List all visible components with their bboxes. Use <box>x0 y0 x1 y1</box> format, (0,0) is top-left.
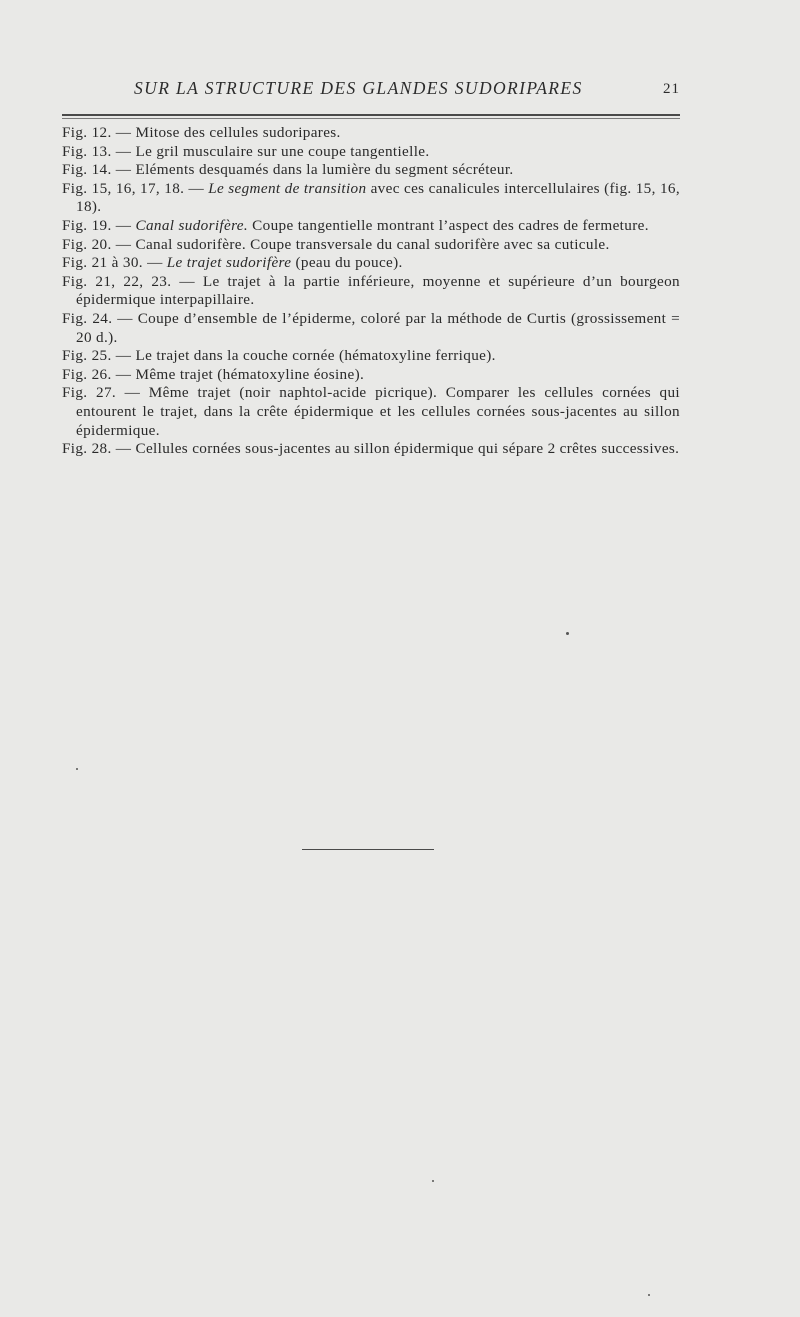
caption-text: Cellules cornées sous-jacentes au sillon épidermique qui sépare 2 crêtes successives. <box>135 440 680 458</box>
caption-text: Mitose des cellules sudoripares. <box>135 124 341 141</box>
figure-label: Fig. 21 à 30. <box>62 254 143 272</box>
figure-label: Fig. 13. <box>62 142 112 160</box>
figure-label: Fig. 19. <box>62 216 112 234</box>
figure-caption: Fig. 28. — Cellules cornées sous-jacentes au sillon épidermique qui sépare 2 crêtes successives. <box>62 440 680 458</box>
figure-caption: Fig. 27. — Même trajet (noir naphtol-acide picrique). Comparer les cellules cornées qui entourent le trajet, dans la crête épidermique et les cellules cornées sous-jacentes au sillon épidermique. <box>62 384 680 439</box>
caption-text: Canal sudorifère. Coupe transversale du canal sudorifère avec sa cuticule. <box>135 235 610 253</box>
caption-text: Coupe d’ensemble de l’épiderme, coloré par la méthode de Curtis (grossissement = 20 d.). <box>76 309 680 346</box>
figure-caption: Fig. 24. — Coupe d’ensemble de l’épiderme, coloré par la méthode de Curtis (grossissement = 20 d.). <box>62 309 680 346</box>
figure-label: Fig. 25. <box>62 347 112 365</box>
caption-text: Même trajet (hématoxyline éosine). <box>135 365 365 383</box>
figure-caption: Fig. 21 à 30. — Le trajet sudorifère (peau du pouce). <box>62 254 403 272</box>
paper-speck <box>76 768 78 770</box>
figure-caption: Fig. 12. — Mitose des cellules sudoripares. <box>62 124 341 141</box>
figure-caption: Fig. 21, 22, 23. — Le trajet à la partie inférieure, moyenne et supérieure d’un bourgeon épidermique interpapillaire. <box>62 272 680 309</box>
caption-text: Eléments desquamés dans la lumière du segment sécréteur. <box>135 161 514 179</box>
figure-caption: Fig. 14. — Eléments desquamés dans la lumière du segment sécréteur. <box>62 161 514 179</box>
paper-speck <box>566 632 569 635</box>
caption-text: (peau du pouce). <box>291 254 403 272</box>
header-rule <box>62 114 680 116</box>
header-rule-thin <box>62 118 680 119</box>
page-number: 21 <box>663 81 680 97</box>
figure-label: Fig. 12. <box>62 124 112 141</box>
figure-caption: Fig. 19. — Canal sudorifère. Coupe tangentielle montrant l’aspect des cadres de fermeture. <box>62 216 649 234</box>
paper-speck <box>432 1180 434 1182</box>
figure-label: Fig. 20. <box>62 235 112 253</box>
figure-caption-list <box>62 124 680 459</box>
caption-text: Le trajet dans la couche cornée (hématoxyline ferrique). <box>135 347 496 365</box>
figure-caption: Fig. 25. — Le trajet dans la couche cornée (hématoxyline ferrique). <box>62 347 496 365</box>
closing-rule <box>302 849 434 850</box>
figure-label: Fig. 26. <box>62 365 112 383</box>
caption-italic-term: Le segment de transition <box>208 179 367 197</box>
figure-caption: Fig. 20. — Canal sudorifère. Coupe transversale du canal sudorifère avec sa cuticule. <box>62 235 610 253</box>
caption-text: Le gril musculaire sur une coupe tangentielle. <box>135 142 430 160</box>
figure-caption: Fig. 26. — Même trajet (hématoxyline éosine). <box>62 365 365 383</box>
caption-text: Le trajet à la partie inférieure, moyenne et supérieure d’un bourgeon épidermique interpapillaire. <box>76 272 680 309</box>
caption-italic-term: Canal sudorifère. <box>135 216 249 234</box>
figure-caption: Fig. 13. — Le gril musculaire sur une coupe tangentielle. <box>62 142 430 160</box>
paper-speck <box>648 1294 650 1296</box>
running-title: SUR LA STRUCTURE DES GLANDES SUDORIPARES <box>134 78 583 98</box>
figure-caption: Fig. 15, 16, 17, 18. — Le segment de transition avec ces canalicules intercellulaires (fig. 15, 16, 18). <box>62 179 680 216</box>
figure-label: Fig. 24. <box>62 309 113 327</box>
caption-text: Même trajet (noir naphtol-acide picrique). Comparer les cellules cornées qui entourent le trajet, dans la crête épidermique et les cellules cornées sous-jacentes au sillon épidermique. <box>76 384 680 439</box>
figure-label: Fig. 27. <box>62 384 117 402</box>
caption-italic-term: Le trajet sudorifère <box>166 254 292 272</box>
figure-label: Fig. 21, 22, 23. <box>62 272 172 290</box>
figure-label: Fig. 28. <box>62 440 112 458</box>
figure-label: Fig. 14. <box>62 161 112 179</box>
figure-label: Fig. 15, 16, 17, 18. <box>62 179 185 197</box>
running-head <box>62 76 680 102</box>
caption-text: avec ces canalicules intercellulaires (fig. 15, 16, 18). <box>76 179 680 216</box>
caption-text: Coupe tangentielle montrant l’aspect des cadres de fermeture. <box>248 216 649 234</box>
